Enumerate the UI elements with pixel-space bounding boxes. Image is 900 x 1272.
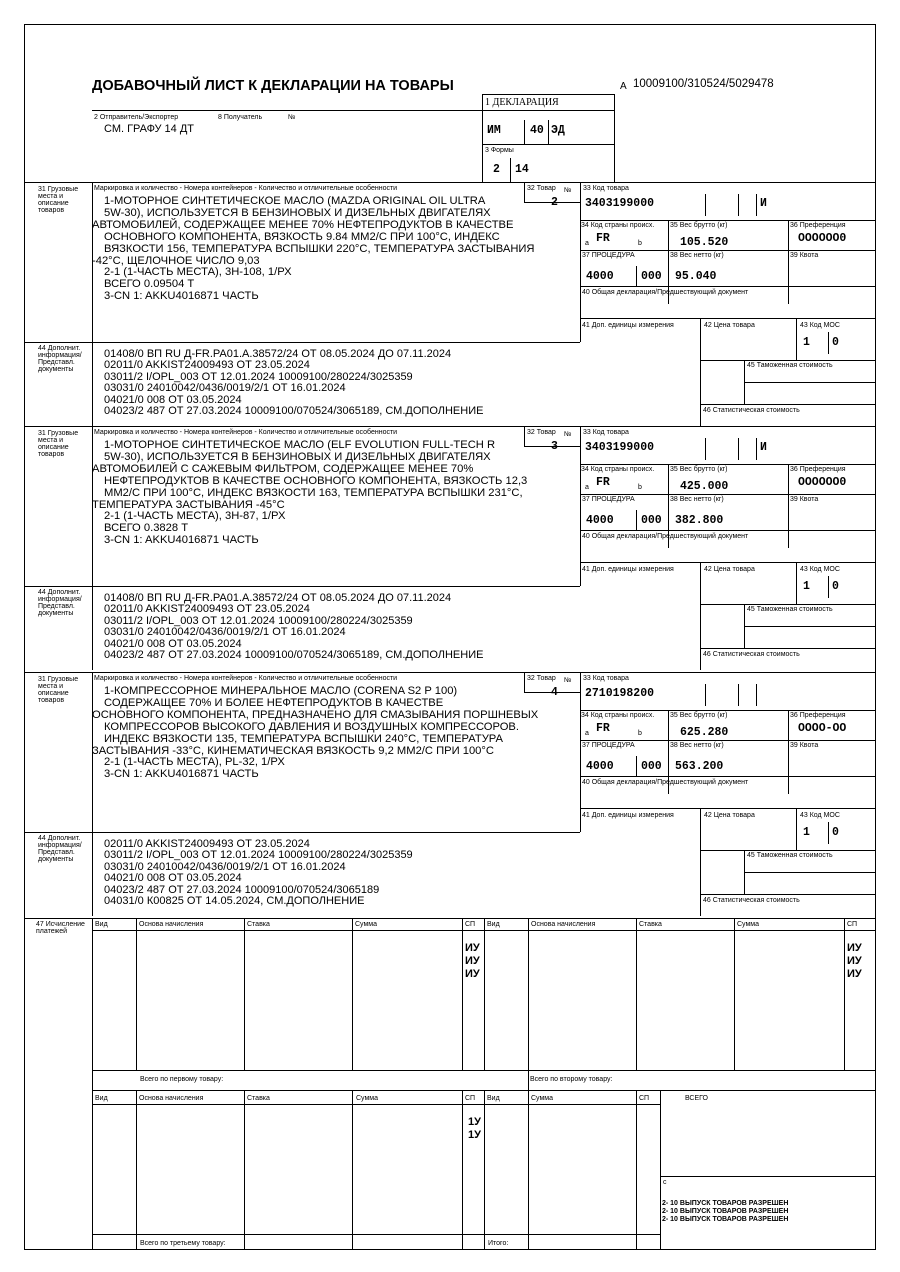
rule-h [580,494,876,495]
pref-label: 36 Преференция [790,222,846,229]
document-line: 04021/0 008 ОТ 03.05.2024 [104,637,242,650]
rule-h [24,832,92,833]
rule-v [636,918,637,1070]
rule-h [580,220,876,221]
forms-label: 3 Формы [485,147,514,154]
rule-h [580,808,876,809]
total-item-1: Всего по первому товару: [140,1076,224,1083]
recipient-label: 8 Получатель [218,114,263,121]
total-all: ВСЕГО [685,1095,709,1102]
pref-value: ОООООО0 [798,232,847,245]
description-line: 1-МОТОРНОЕ СИНТЕТИЧЕСКОЕ МАСЛО (MAZDA ORIGINAL OIL ULTRA [104,195,486,207]
col-sum: Сумма [355,921,377,928]
description-line: СОДЕРЖАЩЕЕ 70% И БОЛЕЕ НЕФТЕПРОДУКТОВ В КАЧЕСТВЕ [104,696,444,709]
rule-v [136,1090,137,1250]
sender-label: 2 Отправитель/Экспортер [94,114,179,121]
description-line: 3-CN 1: AKKU4016871 ЧАСТЬ [104,290,259,303]
description-line: ММ2/С ПРИ 100°С, ИНДЕКС ВЯЗКОСТИ 163, ТЕМПЕРАТУРА ВСПЫШКИ 231°С, [104,486,523,499]
sub-a: a [585,730,589,737]
document-line: 03031/0 24010042/0436/0019/2/1 ОТ 16.01.2024 [104,382,346,395]
rule-h [92,586,580,587]
rule-h [580,776,876,777]
description-line: ТЕМПЕРАТУРА ЗАСТЫВАНИЯ -45°С [92,498,285,511]
description-line: ОСНОВНОГО КОМПОНЕНТА, ПРЕДНАЗНАЧЕНО ДЛЯ СМАЗЫВАНИЯ ПОРШНЕВЫХ [92,708,539,721]
col-sp: СП [847,921,858,928]
net-label: 38 Вес нетто (кг) [670,742,724,749]
net-value: 563.200 [675,760,724,773]
rule-h [24,342,92,343]
description-line: ИНДЕКС ВЯЗКОСТИ 135, ТЕМПЕРАТУРА ВСПЫШКИ 240°С, ТЕМПЕРАТУРА [104,732,503,745]
description-line: ЗАСТЫВАНИЯ -33°С, КИНЕМАТИЧЕСКАЯ ВЯЗКОСТЬ 9,2 ММ2/С ПРИ 100°С [92,744,494,757]
col44-label: информация/ [38,352,82,359]
description-line: ОСНОВНОГО КОМПОНЕНТА, ВЯЗКОСТЬ 9.84 ММ2/С ПРИ 100°С, ИНДЕКС [104,230,500,243]
code-label: 33 Код товара [583,675,629,682]
rule-h [24,672,876,673]
commodity-code-mark: И [760,441,767,454]
col-rate: Ставка [247,921,270,928]
release-line: 2- 10 ВЫПУСК ТОВАРОВ РАЗРЕШЕН [662,1216,789,1223]
rule-v [636,756,637,776]
col-sp: СП [465,921,476,928]
rule-v [756,438,757,460]
rule-v [244,1090,245,1250]
sub-b: b [638,730,642,737]
sp-value: 1У [468,1129,481,1141]
document-line: 04021/0 008 ОТ 03.05.2024 [104,393,242,406]
code-label: 33 Код товара [583,429,629,436]
procedure-label: 37 ПРОЦЕДУРА [582,742,635,749]
rule-v [705,194,706,216]
document-line: 01408/0 ВП RU Д-FR.PA01.A.38572/24 ОТ 08.05.2024 ДО 07.11.2024 [104,348,452,360]
prev-doc-label: 40 Общая декларация/Предшествующий документ [582,533,749,540]
box-a-letter: A [620,81,627,92]
col44-label: Представл. [38,359,75,366]
description-line: 1-МОТОРНОЕ СИНТЕТИЧЕСКОЕ МАСЛО (ELF EVOLUTION FULL-TECH R [104,439,496,451]
rule-v [700,604,701,670]
rule-v [738,194,739,216]
rule-v [700,562,701,604]
mos-value-1: 1 [803,336,810,349]
item-no-sign: № [564,187,572,194]
prev-doc-label: 40 Общая декларация/Предшествующий документ [582,289,749,296]
declaration-form: ЭД [551,124,565,137]
document-line: 03031/0 24010042/0436/0019/2/1 ОТ 16.01.2024 [104,626,346,639]
sub-b: b [638,240,642,247]
rule-v [700,318,701,360]
marking-label: Маркировка и количество - Номера контейнеров - Количество и отличительные особенности [94,185,398,192]
rule-h [580,250,876,251]
rule-v [660,1090,661,1250]
sub-a: a [585,484,589,491]
stat-value-label: 46 Статистическая стоимость [703,651,800,658]
item-no-label: 32 Товар [527,429,556,436]
rule-h [92,1234,660,1235]
rule-v [484,1090,485,1250]
col31-label: товаров [38,451,65,458]
rule-h [580,740,876,741]
document-line: 04023/2 487 ОТ 27.03.2024 10009100/070524/3065189, СМ.ДОПОЛНЕНИЕ [104,649,484,661]
declaration-type: ИМ [487,124,501,137]
forms-total: 14 [515,163,529,176]
rule-h [24,426,876,427]
rule-v [352,1090,353,1250]
rule-v [844,918,845,1070]
box-a-number: 10009100/310524/5029478 [633,78,774,90]
rule-v [92,1090,93,1250]
total-item-3: Всего по третьему товару: [140,1240,226,1247]
col31-label: места и [38,193,64,200]
rule-h [24,182,876,183]
sp-value: ИУ [465,942,480,954]
gross-value: 105.520 [680,236,729,249]
net-label: 38 Вес нетто (кг) [670,496,724,503]
col-sp: СП [465,1095,476,1102]
customs-value-label: 45 Таможенная стоимость [747,362,833,369]
description-line: КОМПРЕССОРОВ ВЫСОКОГО ДАВЛЕНИЯ И ВОЗДУШНЫХ КОМПРЕССОРОВ. [104,720,519,733]
document-line: 03011/2 I/OPL_003 ОТ 12.01.2024 10009100/280224/3025359 [104,370,413,383]
mos-label: 43 Код МОС [800,812,840,819]
rule-v [524,182,525,202]
rule-v [636,266,637,286]
col44-label: 44 Дополнит. [38,835,81,842]
col-base: Основа начисления [139,921,204,928]
country-value: FR [596,476,610,489]
country-value: FR [596,722,610,735]
procedure-code: 4000 [586,514,614,527]
sp-value: ИУ [465,955,480,967]
item-no-value: 4 [551,686,558,699]
rule-h [24,586,92,587]
declaration-code: 40 [530,124,544,137]
col-sum: Сумма [356,1095,378,1102]
commodity-code: 2710198200 [585,687,655,700]
rule-v [462,1090,463,1250]
net-value: 95.040 [675,270,717,283]
rule-h [700,604,876,605]
total-item-2: Всего по второму товару: [530,1076,613,1083]
marking-label: Маркировка и количество - Номера контейнеров - Количество и отличительные особенности [94,429,398,436]
mos-value-1: 1 [803,826,810,839]
box-c-label: с [663,1179,667,1186]
extra-units-label: 41 Доп. единицы измерения [582,812,674,819]
col-sp: СП [639,1095,650,1102]
rule-h [580,562,876,563]
description-line: ВСЕГО 0.09504 Т [104,278,195,291]
customs-value-label: 45 Таможенная стоимость [747,606,833,613]
rule-h [24,918,876,919]
rule-h [700,850,876,851]
page-title: ДОБАВОЧНЫЙ ЛИСТ К ДЕКЛАРАЦИИ НА ТОВАРЫ [92,78,454,94]
rule-h [92,1070,876,1071]
quota-label: 39 Квота [790,742,819,749]
rule-h [744,626,876,627]
document-line: 03011/2 I/OPL_003 ОТ 12.01.2024 10009100/280224/3025359 [104,614,413,627]
rule-v [524,672,525,692]
gross-value: 625.280 [680,726,729,739]
document-line: 04023/2 487 ОТ 27.03.2024 10009100/070524/3065189, СМ.ДОПОЛНЕНИЕ [104,405,484,417]
payments-label: 47 Исчисление [36,921,85,928]
rule-v [636,510,637,530]
col44-label: документы [38,366,74,373]
rule-v [796,562,797,604]
net-value: 382.800 [675,514,724,527]
sub-a: a [585,240,589,247]
col-sum: Сумма [531,1095,553,1102]
col31-label: 31 Грузовые [38,430,79,437]
mos-value-2: 0 [832,336,839,349]
stat-value-label: 46 Статистическая стоимость [703,897,800,904]
col31-label: места и [38,437,64,444]
col44-label: информация/ [38,596,82,603]
rule-h [700,648,876,649]
rule-h [92,1104,660,1105]
col-vid: Вид [95,921,108,928]
rule-v [788,220,789,304]
country-label: 34 Код страны происх. [581,222,655,229]
item-no-label: 32 Товар [527,185,556,192]
forms-current: 2 [493,163,500,176]
description-line: 3-CN 1: AKKU4016871 ЧАСТЬ [104,768,259,781]
description-line: АВТОМОБИЛЕЙ С САЖЕВЫМ ФИЛЬТРОМ, СОДЕРЖАЩЕЕ МЕНЕЕ 70% [92,462,474,475]
rule-v [796,808,797,850]
quota-label: 39 Квота [790,496,819,503]
mos-value-2: 0 [832,826,839,839]
rule-v [700,808,701,850]
rule-v [352,918,353,1070]
item-no-sign: № [564,431,572,438]
col-rate: Ставка [247,1095,270,1102]
release-line: 2- 10 ВЫПУСК ТОВАРОВ РАЗРЕШЕН [662,1200,789,1207]
col44-label: Представл. [38,849,75,856]
procedure-code: 4000 [586,760,614,773]
rule-v [756,684,757,706]
item-no-value: 2 [551,196,558,209]
gross-value: 425.000 [680,480,729,493]
rule-h [92,342,580,343]
rule-h [580,710,876,711]
extra-units-label: 41 Доп. единицы измерения [582,566,674,573]
gross-label: 35 Вес брутто (кг) [670,222,728,229]
col31-label: 31 Грузовые [38,676,79,683]
col44-label: документы [38,856,74,863]
rule-v [705,684,706,706]
rule-v [828,332,829,354]
release-line: 2- 10 ВЫПУСК ТОВАРОВ РАЗРЕШЕН [662,1208,789,1215]
rule-h [700,404,876,405]
rule-h [580,464,876,465]
col-vid: Вид [95,1095,108,1102]
rule-v [484,918,485,1070]
price-label: 42 Цена товара [704,812,755,819]
document-line: 02011/0 AKKIST24009493 ОТ 23.05.2024 [104,359,310,372]
col31-label: товаров [38,697,65,704]
rule-v [738,684,739,706]
document-line: 03011/2 I/OPL_003 ОТ 12.01.2024 10009100/280224/3025359 [104,849,413,862]
rule-v [636,1090,637,1250]
stat-value-label: 46 Статистическая стоимость [703,407,800,414]
item-no-value: 3 [551,440,558,453]
rule-v [92,918,93,1090]
rule-h [660,1176,876,1177]
col31-label: описание [38,444,69,451]
pref-label: 36 Преференция [790,466,846,473]
gross-label: 35 Вес брутто (кг) [670,466,728,473]
rule-v [828,822,829,844]
procedure-sub: 000 [641,760,662,773]
item-no-label: 32 Товар [527,675,556,682]
rule-h [700,894,876,895]
country-label: 34 Код страны происх. [581,466,655,473]
rule-v [700,850,701,916]
col-rate: Ставка [639,921,662,928]
rule-h [700,360,876,361]
description-line: 3-CN 1: AKKU4016871 ЧАСТЬ [104,534,259,547]
rule-h [580,318,876,319]
document-line: 02011/0 AKKIST24009493 ОТ 23.05.2024 [104,603,310,616]
country-label: 34 Код страны происх. [581,712,655,719]
sender-value: СМ. ГРАФУ 14 ДТ [104,123,194,135]
pref-value: ОООООО0 [798,476,847,489]
commodity-code: 3403199000 [585,197,655,210]
sub-b: b [638,484,642,491]
rule-v [705,438,706,460]
description-line: ВСЕГО 0.3828 Т [104,522,189,535]
sp-value: ИУ [847,942,862,954]
col44-label: 44 Дополнит. [38,345,81,352]
sp-value: 1У [468,1116,481,1128]
declaration-label: 1 ДЕКЛАРАЦИЯ [485,97,559,108]
rule-v [528,1070,529,1090]
procedure-label: 37 ПРОЦЕДУРА [582,496,635,503]
sp-value: ИУ [847,968,862,980]
rule-v [788,464,789,548]
quota-label: 39 Квота [790,252,819,259]
col-base: Основа начисления [531,921,596,928]
mos-label: 43 Код МОС [800,322,840,329]
description-line: 2-1 (1-ЧАСТЬ МЕСТА), 3Н-108, 1/РХ [104,266,292,279]
code-label: 33 Код товара [583,185,629,192]
customs-value-label: 45 Таможенная стоимость [747,852,833,859]
col-vid: Вид [487,1095,500,1102]
description-line: -42°С, ЩЕЛОЧНОЕ ЧИСЛО 9,03 [92,254,260,267]
commodity-code-mark: И [760,197,767,210]
col44-label: Представл. [38,603,75,610]
description-line: АВТОМОБИЛЕЙ, СОДЕРЖАЩЕЕ МЕНЕЕ 70% НЕФТЕПРОДУКТОВ В КАЧЕСТВЕ [92,218,514,231]
col44-label: 44 Дополнит. [38,589,81,596]
gross-label: 35 Вес брутто (кг) [670,712,728,719]
rule-v [796,318,797,360]
description-line: 5W-30), ИСПОЛЬЗУЕТСЯ В БЕНЗИНОВЫХ И ДИЗЕЛЬНЫХ ДВИГАТЕЛЯХ [104,450,491,463]
rule-h [580,530,876,531]
description-line: ВЯЗКОСТИ 156, ТЕМПЕРАТУРА ВСПЫШКИ 220°С, ТЕМПЕРАТУРА ЗАСТЫВАНИЯ [104,242,535,255]
document-line: 01408/0 ВП RU Д-FR.PA01.A.38572/24 ОТ 08.05.2024 ДО 07.11.2024 [104,592,452,604]
document-line: 03031/0 24010042/0436/0019/2/1 ОТ 16.01.2024 [104,860,346,873]
rule-v [528,1090,529,1250]
sp-value: ИУ [465,968,480,980]
description-line: 2-1 (1-ЧАСТЬ МЕСТА), 3Н-87, 1/РХ [104,510,286,523]
price-label: 42 Цена товара [704,566,755,573]
mos-value-1: 1 [803,580,810,593]
recipient-no-label: № [288,114,296,121]
col44-label: документы [38,610,74,617]
sp-value: ИУ [847,955,862,967]
pref-value: ОООО-ОО [798,722,847,735]
procedure-label: 37 ПРОЦЕДУРА [582,252,635,259]
col44-label: информация/ [38,842,82,849]
item-no-sign: № [564,677,572,684]
marking-label: Маркировка и количество - Номера контейнеров - Количество и отличительные особенности [94,675,398,682]
price-label: 42 Цена товара [704,322,755,329]
commodity-code: 3403199000 [585,441,655,454]
col-sum: Сумма [737,921,759,928]
col31-label: описание [38,690,69,697]
rule-v [244,918,245,1070]
itogo-label: Итого: [488,1240,509,1247]
col31-label: описание [38,200,69,207]
rule-v [738,438,739,460]
mos-value-2: 0 [832,580,839,593]
col31-label: товаров [38,207,65,214]
prev-doc-label: 40 Общая декларация/Предшествующий документ [582,779,749,786]
rule-v [136,918,137,1070]
rule-v [828,576,829,598]
procedure-sub: 000 [641,270,662,283]
rule-v [756,194,757,216]
document-line: 04023/2 487 ОТ 27.03.2024 10009100/070524/3065189 [104,883,380,896]
rule-v [524,426,525,446]
document-line: 04031/0 К00825 ОТ 14.05.2024, СМ.ДОПОЛНЕНИЕ [104,895,365,907]
procedure-code: 4000 [586,270,614,283]
pref-label: 36 Преференция [790,712,846,719]
rule-h [744,872,876,873]
col-vid: Вид [487,921,500,928]
rule-h [744,382,876,383]
rule-v [528,918,529,1070]
description-line: 1-КОМПРЕССОРНОЕ МИНЕРАЛЬНОЕ МАСЛО (CORENA S2 P 100) [104,685,458,697]
rule-v [734,918,735,1070]
rule-v [788,710,789,794]
mos-label: 43 Код МОС [800,566,840,573]
rule-v [462,918,463,1070]
description-line: 2-1 (1-ЧАСТЬ МЕСТА), PL-32, 1/РХ [104,756,285,769]
rule-h [92,832,580,833]
rule-h [580,286,876,287]
country-value: FR [596,232,610,245]
extra-units-label: 41 Доп. единицы измерения [582,322,674,329]
col31-label: места и [38,683,64,690]
document-line: 04021/0 008 ОТ 03.05.2024 [104,872,242,885]
description-line: НЕФТЕПРОДУКТОВ В КАЧЕСТВЕ ОСНОВНОГО КОМПОНЕНТА, ВЯЗКОСТЬ 12,3 [104,474,528,487]
document-line: 02011/0 AKKIST24009493 ОТ 23.05.2024 [104,838,310,850]
rule-v [700,360,701,426]
net-label: 38 Вес нетто (кг) [670,252,724,259]
col31-label: 31 Грузовые [38,186,79,193]
col-base: Основа начисления [139,1095,204,1102]
description-line: 5W-30), ИСПОЛЬЗУЕТСЯ В БЕНЗИНОВЫХ И ДИЗЕЛЬНЫХ ДВИГАТЕЛЯХ [104,206,491,219]
payments-label: платежей [36,928,68,935]
procedure-sub: 000 [641,514,662,527]
